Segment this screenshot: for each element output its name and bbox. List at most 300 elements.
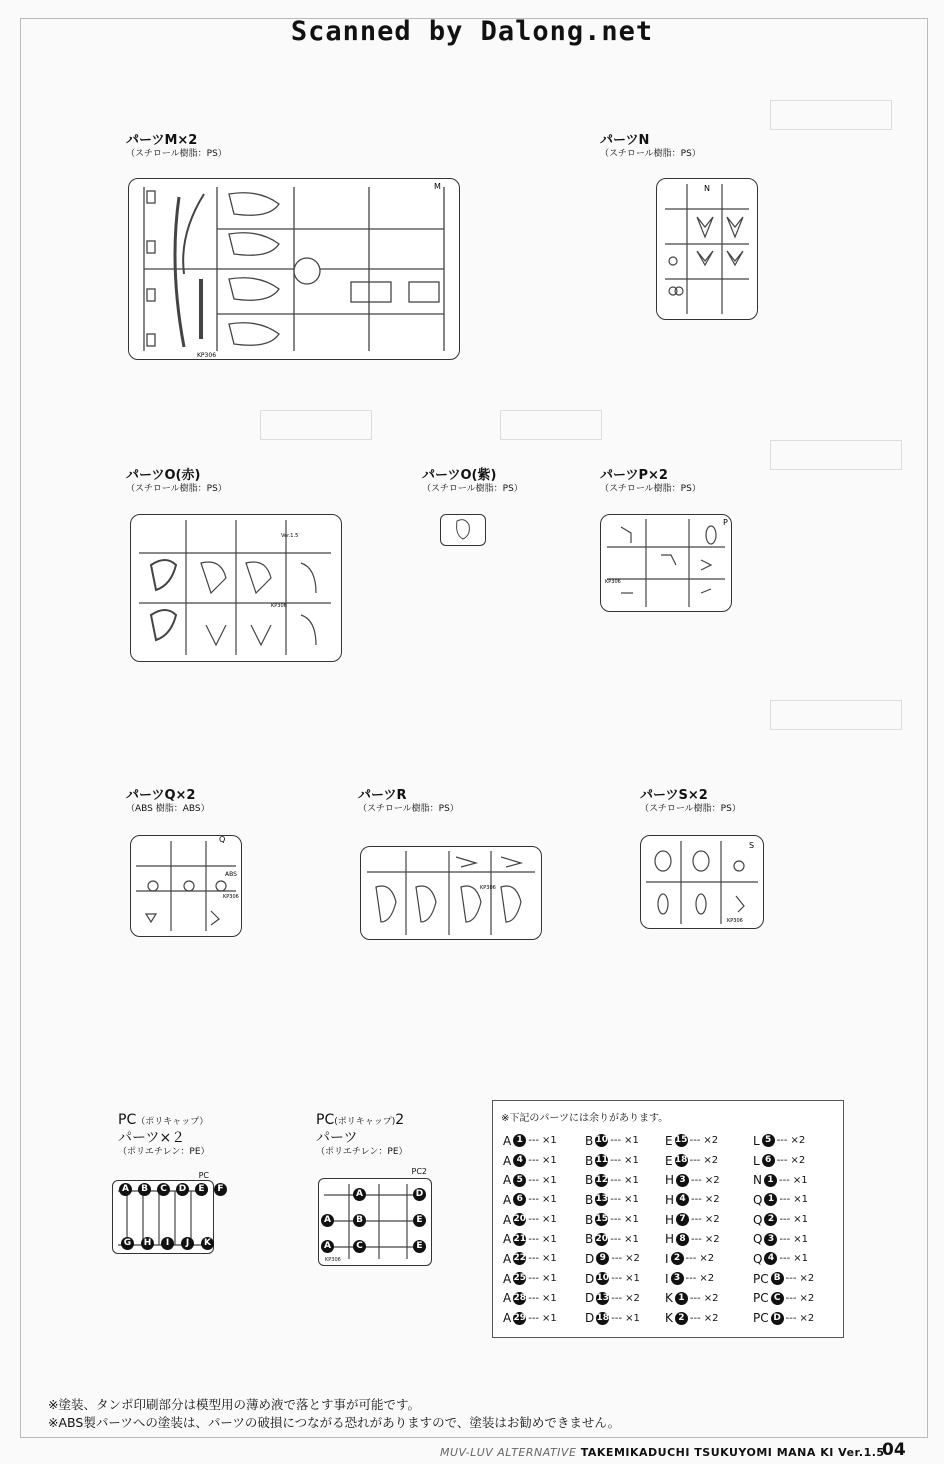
dash: ---: [691, 1194, 702, 1206]
spare-part-letter: H: [665, 1232, 675, 1247]
spare-part-letter: B: [585, 1153, 594, 1168]
sprue-o-purple: [440, 514, 486, 546]
spare-part-number: 18: [674, 1155, 688, 1166]
spare-part-count: ×1: [542, 1273, 557, 1285]
spare-part-count: ×1: [542, 1155, 557, 1167]
sprue-s-title: [640, 788, 741, 815]
spare-part-count: ×1: [542, 1312, 557, 1324]
sprue-o-red-drawing: [131, 515, 341, 661]
spare-part-number: 4: [764, 1252, 777, 1265]
pc-title-small: (ポリキャップ): [334, 1117, 396, 1127]
bleed-through-box: [500, 410, 602, 440]
spare-part-number: 1: [513, 1134, 526, 1147]
dash: ---: [779, 1214, 791, 1226]
spare-part-letter: H: [665, 1173, 675, 1188]
dash: ---: [528, 1233, 540, 1245]
dash: ---: [691, 1214, 702, 1226]
sprue-n: [656, 178, 758, 320]
spare-part-number: D: [771, 1312, 784, 1325]
spare-part-count: ×2: [790, 1155, 806, 1167]
spare-part-number: 1: [675, 1292, 688, 1305]
spare-part-number: 8: [676, 1233, 689, 1246]
spare-part-count: ×2: [703, 1135, 719, 1147]
spare-part-letter: PC: [753, 1311, 769, 1326]
spare-part-count: ×2: [790, 1135, 806, 1147]
sprue-tag: S: [749, 841, 755, 850]
sprue-m-title: [126, 133, 227, 160]
spare-part-row: [585, 1210, 671, 1230]
spare-part-number: 20: [513, 1214, 526, 1225]
pc-part-label: D: [176, 1183, 189, 1196]
pc-part-label: A: [353, 1188, 366, 1201]
pc-part-label: K: [201, 1237, 214, 1250]
pc-part-label: E: [413, 1240, 426, 1253]
spare-part-letter: D: [585, 1311, 595, 1326]
spare-part-row: [753, 1170, 839, 1190]
sprue-p-drawing: [601, 515, 731, 611]
spare-part-row: [585, 1151, 671, 1171]
spare-part-row: [503, 1269, 589, 1289]
spare-part-count: ×2: [704, 1174, 720, 1186]
spare-part-letter: Q: [753, 1192, 763, 1207]
pc-part-label: B: [353, 1214, 366, 1227]
spare-part-letter: A: [503, 1271, 512, 1286]
spare-part-letter: E: [665, 1153, 673, 1168]
spare-part-number: 4: [513, 1154, 526, 1167]
spare-part-row: [503, 1210, 589, 1230]
spare-part-number: 12: [595, 1174, 608, 1185]
dash: ---: [611, 1292, 623, 1304]
spare-parts-heading: ※下記のパーツには余りがあります。: [501, 1113, 669, 1124]
pc-sprue-1: [112, 1171, 224, 1254]
spare-part-number: 3: [671, 1272, 684, 1285]
spare-part-number: B: [771, 1272, 784, 1285]
spare-part-count: ×1: [625, 1312, 640, 1324]
spare-part-letter: Q: [753, 1251, 763, 1266]
dash: ---: [528, 1214, 540, 1226]
spare-part-row: [753, 1249, 839, 1269]
warning-abs-paint: ※ABS製パーツへの塗装は、パーツの破損につながる恐れがありますので、塗装はお勧めできません。: [48, 1415, 621, 1430]
dash: ---: [776, 1135, 788, 1147]
dash: ---: [611, 1312, 623, 1324]
spare-column: [665, 1131, 751, 1328]
spare-part-row: [503, 1131, 589, 1151]
spare-part-row: [585, 1249, 671, 1269]
spare-part-row: [585, 1190, 671, 1210]
spare-part-row: [503, 1249, 589, 1269]
spare-part-number: 6: [762, 1154, 775, 1167]
sprue-o-purple-title: [422, 468, 523, 495]
spare-part-letter: PC: [753, 1271, 769, 1286]
footer-series: MUV-LUV ALTERNATIVE: [440, 1446, 577, 1459]
sprue-material: （スチロール樹脂：PS）: [640, 804, 741, 814]
spare-part-count: ×1: [793, 1214, 809, 1226]
sprue-s-drawing: [641, 836, 763, 928]
sprue-r: [360, 846, 542, 940]
sprue-title-text: パーツR: [358, 788, 407, 803]
spare-part-count: ×2: [699, 1273, 715, 1285]
spare-part-letter: PC: [753, 1291, 769, 1306]
spare-part-letter: N: [753, 1173, 762, 1188]
dash: ---: [685, 1273, 697, 1285]
dash: ---: [610, 1174, 622, 1186]
spare-part-count: ×1: [542, 1135, 557, 1147]
spare-part-number: 2: [764, 1213, 777, 1226]
spare-part-row: [585, 1229, 671, 1249]
spare-part-row: [753, 1269, 839, 1289]
spare-part-count: ×1: [624, 1233, 639, 1245]
spare-part-number: 5: [762, 1134, 775, 1147]
warning-paint-removal: ※塗装、タンポ印刷部分は模型用の薄め液で落とす事が可能です。: [48, 1397, 420, 1412]
dash: ---: [610, 1233, 622, 1245]
spare-part-row: [503, 1151, 589, 1171]
pc-title-parts: パーツ×２: [118, 1130, 186, 1146]
spare-column: [753, 1131, 839, 1328]
spare-column: [585, 1131, 671, 1328]
spare-part-count: ×1: [542, 1253, 557, 1265]
spare-part-number: 2: [675, 1312, 688, 1325]
spare-part-row: [753, 1229, 839, 1249]
sprue-p: [600, 514, 732, 612]
spare-part-letter: A: [503, 1251, 512, 1266]
spare-part-number: 10: [595, 1135, 608, 1146]
pc-title-main: PC: [316, 1112, 335, 1128]
dash: ---: [528, 1253, 540, 1265]
spare-part-number: 25: [513, 1273, 526, 1284]
pc-tag: PC2: [411, 1167, 427, 1176]
spare-column: [503, 1131, 589, 1328]
spare-part-letter: B: [585, 1173, 594, 1188]
spare-part-count: ×1: [624, 1135, 639, 1147]
sprue-r-title: [358, 788, 459, 815]
dash: ---: [528, 1155, 540, 1167]
spare-part-letter: A: [503, 1192, 512, 1207]
spare-part-count: ×1: [624, 1214, 639, 1226]
spare-part-row: [753, 1151, 839, 1171]
spare-part-number: 28: [513, 1292, 526, 1303]
spare-part-row: [585, 1131, 671, 1151]
spare-part-number: 29: [513, 1312, 526, 1323]
sprue-material: （ABS 樹脂：ABS）: [126, 804, 210, 814]
dash: ---: [689, 1292, 701, 1304]
pc-sprue-2: [318, 1167, 432, 1266]
sprue-q-drawing: [131, 836, 241, 936]
spare-part-number: 1: [764, 1174, 777, 1187]
dash: ---: [779, 1233, 791, 1245]
pc-code: KP306: [325, 1257, 341, 1263]
pc-part-label: C: [353, 1240, 366, 1253]
spare-part-row: [665, 1190, 751, 1210]
spare-part-number: 13: [596, 1292, 610, 1303]
spare-part-number: 9: [596, 1252, 609, 1265]
pc-material: （ポリエチレン：PE）: [118, 1147, 210, 1157]
pc-title-main: PC: [118, 1112, 137, 1128]
sprue-q-title: [126, 788, 210, 815]
spare-part-row: [503, 1190, 589, 1210]
sprue-material: （スチロール樹脂：PS）: [126, 484, 227, 494]
spare-part-count: ×1: [793, 1194, 809, 1206]
sprue-title-text: パーツM×2: [126, 133, 198, 148]
spare-part-row: [753, 1308, 839, 1328]
scan-credit: Scanned by Dalong.net: [290, 16, 654, 47]
sprue-title-text: パーツQ×2: [126, 788, 196, 803]
pc-part-label: J: [181, 1237, 194, 1250]
spare-part-letter: B: [585, 1232, 594, 1247]
spare-part-number: 20: [595, 1233, 608, 1244]
pc-part-label: A: [119, 1183, 132, 1196]
pc2-parts-title: [316, 1112, 408, 1158]
spare-part-row: [585, 1289, 671, 1309]
sprue-material: （スチロール樹脂：PS）: [600, 484, 701, 494]
spare-part-row: [665, 1269, 751, 1289]
dash: ---: [779, 1194, 791, 1206]
spare-part-letter: A: [503, 1212, 512, 1227]
spare-part-letter: I: [665, 1251, 669, 1266]
sprue-o-purple-drawing: [441, 515, 485, 545]
spare-part-number: 22: [513, 1253, 526, 1264]
spare-part-row: [665, 1289, 751, 1309]
spare-part-letter: D: [585, 1271, 595, 1286]
spare-part-number: 3: [764, 1233, 777, 1246]
spare-part-number: C: [771, 1292, 784, 1305]
spare-part-count: ×1: [542, 1194, 557, 1206]
pc-title-parts: パーツ: [316, 1130, 358, 1146]
spare-part-letter: A: [503, 1133, 512, 1148]
pc-parts-title: [118, 1112, 210, 1158]
spare-part-count: ×2: [703, 1155, 719, 1167]
sprue-n-title: [600, 133, 701, 160]
sprue-tag: N: [704, 184, 710, 193]
sprue-p-title: [600, 468, 701, 495]
spare-part-letter: A: [503, 1173, 512, 1188]
spare-part-count: ×2: [799, 1292, 815, 1304]
sprue-code: KP306: [727, 918, 743, 924]
spare-part-letter: Q: [753, 1232, 763, 1247]
dash: ---: [528, 1292, 540, 1304]
sprue-material: （スチロール樹脂：PS）: [358, 804, 459, 814]
spare-part-letter: L: [753, 1133, 760, 1148]
spare-part-count: ×1: [624, 1155, 639, 1167]
sprue-m-drawing: [129, 179, 459, 359]
spare-part-count: ×2: [799, 1312, 815, 1324]
dash: ---: [528, 1135, 540, 1147]
pc-part-label: D: [413, 1188, 426, 1201]
spare-part-number: 21: [513, 1233, 526, 1244]
dash: ---: [528, 1312, 540, 1324]
spare-part-number: 15: [674, 1135, 688, 1146]
spare-part-count: ×1: [542, 1174, 557, 1186]
sprue-code: KP306: [223, 894, 239, 900]
spare-part-row: [665, 1249, 751, 1269]
footer-kit-name: TAKEMIKADUCHI TSUKUYOMI MANA KI Ver.1.5: [580, 1446, 885, 1459]
spare-part-letter: A: [503, 1232, 512, 1247]
dash: ---: [776, 1155, 788, 1167]
spare-part-row: [585, 1170, 671, 1190]
dash: ---: [610, 1135, 622, 1147]
spare-part-letter: K: [665, 1311, 673, 1326]
sprue-abs: ABS: [225, 871, 237, 878]
sprue-title-text: パーツO(紫): [422, 468, 497, 483]
dash: ---: [689, 1155, 701, 1167]
spare-part-row: [665, 1170, 751, 1190]
sprue-tag: P: [723, 518, 728, 527]
dash: ---: [528, 1273, 540, 1285]
dash: ---: [610, 1214, 622, 1226]
spare-part-count: ×2: [704, 1214, 720, 1226]
sprue-n-drawing: [657, 179, 757, 319]
dash: ---: [785, 1273, 797, 1285]
sprue-s: [640, 835, 764, 929]
spare-part-number: 2: [671, 1252, 684, 1265]
spare-part-count: ×2: [625, 1292, 640, 1304]
spare-part-letter: A: [503, 1291, 512, 1306]
spare-part-row: [503, 1289, 589, 1309]
pc-part-label: B: [138, 1183, 151, 1196]
sprue-m: [128, 178, 460, 360]
dash: ---: [691, 1233, 702, 1245]
pc-part-label: E: [413, 1214, 426, 1227]
sprue-q: [130, 835, 242, 937]
spare-part-letter: H: [665, 1192, 675, 1207]
spare-part-number: 15: [595, 1214, 608, 1225]
sprue-tag: Q: [219, 836, 226, 844]
spare-part-row: [665, 1151, 751, 1171]
spare-part-number: 6: [513, 1193, 526, 1206]
pc-part-label: A: [321, 1240, 334, 1253]
dash: ---: [610, 1194, 622, 1206]
dash: ---: [610, 1155, 622, 1167]
spare-part-letter: B: [585, 1212, 594, 1227]
dash: ---: [685, 1253, 697, 1265]
pc-top-labels: [117, 1183, 229, 1196]
spare-part-count: ×2: [703, 1312, 719, 1324]
pc-part-label: E: [195, 1183, 208, 1196]
spare-part-letter: B: [585, 1192, 594, 1207]
spare-part-count: ×2: [699, 1253, 715, 1265]
dash: ---: [785, 1292, 797, 1304]
bleed-through-box: [260, 410, 372, 440]
spare-part-row: [753, 1289, 839, 1309]
spare-part-count: ×1: [792, 1174, 808, 1186]
sprue-title-text: パーツO(赤): [126, 468, 201, 483]
bleed-through-box: [770, 100, 892, 130]
pc-title-num: 2: [395, 1112, 405, 1128]
sprue-material: （スチロール樹脂：PS）: [422, 484, 523, 494]
spare-part-number: 18: [596, 1312, 610, 1323]
spare-part-row: [585, 1308, 671, 1328]
spare-part-letter: E: [665, 1133, 673, 1148]
spare-part-count: ×2: [625, 1253, 640, 1265]
pc-part-label: H: [141, 1237, 154, 1250]
spare-part-row: [503, 1229, 589, 1249]
sprue-code: KP306: [197, 352, 217, 359]
spare-part-number: 4: [676, 1193, 689, 1206]
spare-part-count: ×1: [793, 1233, 809, 1245]
dash: ---: [689, 1135, 701, 1147]
dash: ---: [691, 1174, 702, 1186]
dash: ---: [778, 1174, 790, 1186]
spare-part-row: [503, 1308, 589, 1328]
dash: ---: [689, 1312, 701, 1324]
spare-part-row: [753, 1190, 839, 1210]
dash: ---: [785, 1312, 797, 1324]
spare-part-row: [665, 1131, 751, 1151]
spare-part-letter: K: [665, 1291, 673, 1306]
spare-part-number: 11: [595, 1155, 608, 1166]
spare-part-count: ×1: [542, 1233, 557, 1245]
spare-part-letter: L: [753, 1153, 760, 1168]
spare-part-row: [585, 1269, 671, 1289]
spare-part-letter: B: [585, 1133, 594, 1148]
spare-part-count: ×2: [799, 1273, 815, 1285]
pc-bottom-labels: [119, 1237, 216, 1250]
spare-part-letter: A: [503, 1311, 512, 1326]
sprue-code: KP306: [605, 579, 621, 585]
spare-part-row: [753, 1210, 839, 1230]
spare-part-row: [503, 1170, 589, 1190]
spare-part-count: ×1: [624, 1174, 639, 1186]
spare-part-letter: I: [665, 1271, 669, 1286]
pc-tag: PC: [198, 1171, 209, 1180]
dash: ---: [611, 1273, 623, 1285]
spare-part-count: ×2: [703, 1292, 719, 1304]
pc-part-label: A: [321, 1214, 334, 1227]
spare-part-letter: H: [665, 1212, 675, 1227]
sprue-material: （スチロール樹脂：PS）: [126, 149, 227, 159]
sprue-title-text: パーツN: [600, 133, 650, 148]
spare-part-count: ×1: [793, 1253, 809, 1265]
sprue-o-red-title: [126, 468, 227, 495]
sprue-title-text: パーツS×2: [640, 788, 708, 803]
sprue-r-drawing: [361, 847, 541, 939]
sprue-tag: M: [434, 182, 441, 191]
spare-parts-box: [492, 1100, 844, 1338]
sprue-version: Ver.1.5: [281, 533, 299, 539]
dash: ---: [611, 1253, 623, 1265]
spare-part-count: ×1: [542, 1292, 557, 1304]
spare-part-letter: D: [585, 1291, 595, 1306]
pc-part-label: F: [214, 1183, 227, 1196]
spare-part-number: 5: [513, 1174, 526, 1187]
spare-part-number: 13: [595, 1194, 608, 1205]
spare-part-letter: A: [503, 1153, 512, 1168]
pc-part-label: I: [161, 1237, 174, 1250]
bleed-through-box: [770, 700, 902, 730]
spare-part-number: 10: [596, 1273, 610, 1284]
spare-part-count: ×1: [542, 1214, 557, 1226]
spare-part-count: ×1: [625, 1273, 640, 1285]
pc-part-label: G: [121, 1237, 134, 1250]
pc-title-small: （ポリキャップ）: [136, 1117, 209, 1127]
footer-title: [440, 1446, 885, 1459]
spare-part-number: 7: [676, 1213, 689, 1226]
spare-part-count: ×2: [704, 1194, 720, 1206]
dash: ---: [779, 1253, 791, 1265]
bleed-through-box: [770, 440, 902, 470]
sprue-code: KP306: [271, 603, 287, 609]
pc-part-label: C: [157, 1183, 170, 1196]
spare-part-row: [665, 1210, 751, 1230]
dash: ---: [528, 1174, 540, 1186]
pc-material: （ポリエチレン：PE）: [316, 1147, 408, 1157]
spare-part-row: [665, 1308, 751, 1328]
spare-part-letter: Q: [753, 1212, 763, 1227]
spare-part-number: 1: [764, 1193, 777, 1206]
spare-part-row: [665, 1229, 751, 1249]
dash: ---: [528, 1194, 540, 1206]
spare-part-number: 3: [676, 1174, 689, 1187]
sprue-title-text: パーツP×2: [600, 468, 668, 483]
